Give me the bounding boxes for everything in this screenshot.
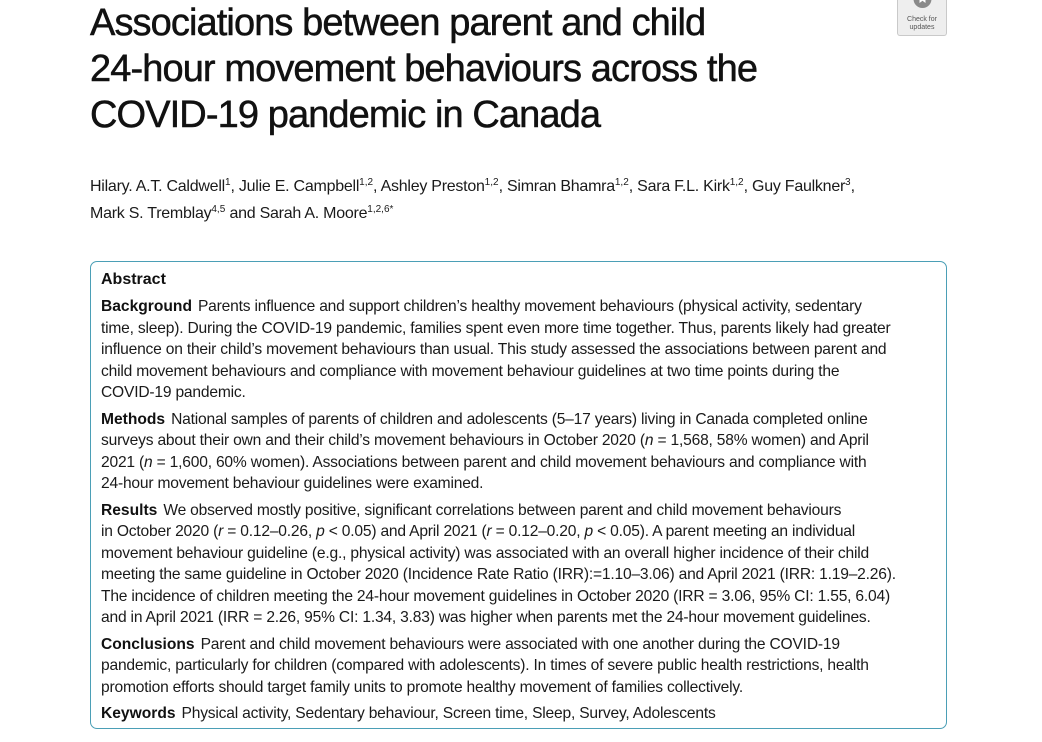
author-separator: and <box>225 205 260 222</box>
check-for-updates-badge[interactable] <box>897 0 947 36</box>
author-separator: , <box>498 178 507 195</box>
text-line: child movement behaviours and compliance with movement behaviour guidelines at two time points during the <box>101 362 840 380</box>
italic-symbol: p <box>316 523 325 540</box>
text-line <box>101 452 934 474</box>
italic-symbol: r <box>218 523 224 540</box>
author-name[interactable]: Sara F.L. Kirk <box>637 178 730 195</box>
text-run: 2021 ( <box>101 453 145 471</box>
section-text: We observed mostly positive, significant correlations between parent and child movement behaviours <box>163 501 842 519</box>
author-separator: , <box>373 178 381 195</box>
text-line: meeting the same guideline in October 2020 (Incidence Rate Ratio (IRR):=1.10–3.06) and April 2021 (IRR: 1.19–2.26). <box>101 566 896 583</box>
text-line: pandemic, particularly for children (compared with adolescents). In times of severe public health restrictions, health <box>101 657 869 674</box>
text-line: The incidence of children meeting the 24-hour movement guidelines in October 2020 (IRR = 3.06, 95% CI: 1.55, 6.04) <box>101 587 890 605</box>
section-label: Results <box>101 501 158 519</box>
affiliation-ref[interactable]: 1,2 <box>484 177 499 188</box>
author-name[interactable]: Hilary. A.T. Caldwell <box>90 178 225 195</box>
text-run: surveys about their own and their child’s movement behaviours in October 2020 ( <box>101 432 645 449</box>
author-separator: , <box>850 178 855 195</box>
text-line <box>101 500 934 522</box>
affiliation-ref[interactable]: 1,2 <box>614 177 629 188</box>
author-line <box>90 173 920 200</box>
text-line: 24-hour movement behaviour guidelines were examined. <box>101 475 484 492</box>
author-list <box>90 173 920 227</box>
text-line: promotion efforts should target family units to promote healthy movement of families collectively. <box>101 678 743 696</box>
text-run: < 0.05) and April 2021 ( <box>324 523 487 540</box>
section-label: Methods <box>101 410 166 428</box>
abstract-keywords <box>101 703 934 725</box>
badge-label <box>898 16 946 32</box>
section-text: National samples of parents of children and adolescents (5–17 years) living in Canada completed online <box>171 410 868 428</box>
badge-label-line: Check for <box>907 16 937 23</box>
author-name[interactable]: Mark S. Tremblay <box>90 205 212 222</box>
text-run: = 0.12–0.20, <box>491 523 585 540</box>
keywords-text: Physical activity, Sedentary behaviour, Screen time, Sleep, Survey, Adolescents <box>181 705 716 722</box>
author-separator: , <box>743 178 752 195</box>
affiliation-ref[interactable]: 3 <box>845 177 851 188</box>
section-label: Background <box>101 298 192 315</box>
article-title <box>90 0 870 138</box>
author-separator: , <box>230 178 239 195</box>
author-separator: , <box>628 178 638 195</box>
title-line: 24-hour movement behaviours across the <box>90 48 758 90</box>
abstract-box <box>90 261 947 729</box>
author-name[interactable]: Simran Bhamra <box>506 178 615 195</box>
abstract-heading: Abstract <box>101 271 166 288</box>
text-run: = 1,568, 58% women) and April <box>653 432 869 449</box>
section-label: Conclusions <box>101 635 195 653</box>
abstract-methods <box>101 409 934 495</box>
text-line: influence on their child’s movement behaviours than usual. This study assessed the associations between parent and <box>101 341 887 358</box>
author-name[interactable]: Julie E. Campbell <box>238 178 360 195</box>
affiliation-ref[interactable]: 1,2,6* <box>367 204 394 215</box>
italic-symbol: n <box>144 453 153 471</box>
text-line <box>101 634 934 656</box>
text-run: = 1,600, 60% women). Associations between parent and child movement behaviours and compliance with <box>152 453 867 471</box>
italic-symbol: r <box>486 523 492 540</box>
text-line: and in April 2021 (IRR = 2.26, 95% CI: 1.34, 3.83) was higher when parents met the 24-hour movement guidelines. <box>101 609 871 626</box>
text-line <box>101 409 934 431</box>
author-name[interactable]: Guy Faulkner <box>752 178 846 195</box>
abstract-results <box>101 500 934 629</box>
text-run: < 0.05). A parent meeting an individual <box>592 523 856 540</box>
author-line <box>90 200 920 227</box>
abstract-background <box>101 296 934 404</box>
text-run: in October 2020 ( <box>101 523 219 540</box>
text-line <box>101 521 934 543</box>
abstract-conclusions <box>101 634 934 699</box>
italic-symbol: n <box>644 432 654 449</box>
author-name[interactable]: Sarah A. Moore <box>259 205 368 222</box>
text-line <box>101 296 934 318</box>
affiliation-ref[interactable]: 4,5 <box>211 204 226 215</box>
text-line: COVID-19 pandemic. <box>101 384 246 401</box>
text-run: = 0.12–0.26, <box>223 523 317 540</box>
bookmark-check-icon <box>913 0 932 9</box>
section-text: Parents influence and support children’s healthy movement behaviours (physical activity, sedentary <box>197 298 862 315</box>
italic-symbol: p <box>584 523 593 540</box>
author-name[interactable]: Ashley Preston <box>380 178 485 195</box>
affiliation-ref[interactable]: 1,2 <box>729 177 744 188</box>
affiliation-ref[interactable]: 1 <box>224 177 231 188</box>
section-label: Keywords <box>101 705 176 722</box>
affiliation-ref[interactable]: 1,2 <box>359 177 374 188</box>
text-line: time, sleep). During the COVID-19 pandemic, families spent even more time together. Thus, parents likely had greater <box>101 319 891 337</box>
badge-label-line: updates <box>909 24 935 31</box>
title-line: COVID-19 pandemic in Canada <box>90 94 601 136</box>
title-line: Associations between parent and child <box>90 2 706 44</box>
text-line: movement behaviour guideline (e.g., physical activity) was associated with an overall higher incidence of their child <box>101 544 869 562</box>
text-line <box>101 703 934 725</box>
text-line <box>101 430 934 452</box>
section-text: Parent and child movement behaviours were associated with one another during the COVID-19 <box>200 635 840 653</box>
